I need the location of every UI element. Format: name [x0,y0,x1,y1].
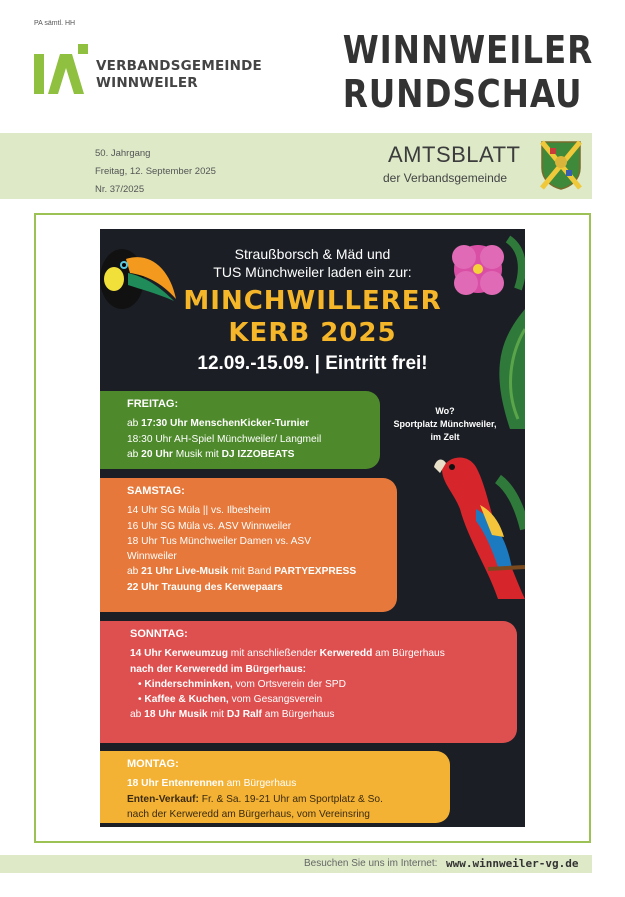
sunday-heading: SONNTAG: [130,628,188,640]
text: am Bürgerhaus [372,648,445,660]
poster-intro [100,245,525,281]
monday-line1 [127,776,436,791]
text-bold: Kerweredd [319,648,373,660]
location-line2: Sportplatz Münchweiler, [393,419,497,429]
text: vom Ortsverein der SPD [232,678,346,690]
kerb-poster [100,229,525,827]
issue-date: Freitag, 12. September 2025 [95,166,216,177]
footer-text: Besuchen Sie uns im Internet: [304,858,438,869]
saturday-line2: 16 Uhr SG Müla vs. ASV Winnweiler [127,520,292,532]
poster-title [100,285,525,349]
monday-line2 [127,792,436,807]
friday-heading: FREITAG: [127,398,179,410]
saturday-line3: 18 Uhr Tus Münchweiler Damen vs. ASV [127,535,312,547]
monday-line3: nach der Kerweredd am Bürgerhaus, vom Vereinsring [127,808,370,820]
sunday-line1 [130,646,503,661]
saturday-schedule [100,478,397,612]
text-bold: Enten-Verkauf: [127,793,199,805]
parrot-icon [428,449,525,599]
masthead-line1: WINNWEILER [342,28,593,72]
text-bold: 17:30 Uhr MenschenKicker-Turnier [141,418,310,430]
sunday-line5 [130,707,503,722]
saturday-line6 [127,580,383,595]
text: mit anschließender [227,648,320,660]
text: Musik mit [172,448,222,460]
text: ab [130,709,145,721]
monday-heading: MONTAG: [127,758,179,770]
issue-number: Nr. 37/2025 [95,184,145,195]
text-bold: Kinderschminken, [144,678,233,690]
friday-line1 [127,416,366,431]
text: mit Band [228,566,275,578]
verbandsgemeinde-logo-icon [34,44,90,94]
saturday-line1: 14 Uhr SG Müla || vs. Ilbesheim [127,505,271,517]
website-link[interactable]: www.winnweiler-vg.de [446,857,579,870]
poster-intro-line1: Straußborsch & Mäd und [234,246,391,262]
text: ab [127,418,142,430]
text-bold: 22 Uhr Trauung des Kerwepaars [127,581,283,593]
poster-dates: 12.09.-15.09. | Eintritt frei! [197,353,428,374]
org-name [96,58,262,92]
amtsblatt-subtitle: der Verbandsgemeinde [383,171,508,185]
monday-schedule [100,751,450,823]
friday-schedule [100,391,380,469]
poster-intro-line2: TUS Münchweiler laden ein zur: [213,264,412,280]
saturday-line4: Winnweiler [127,551,177,563]
location-line3: im Zelt [430,432,460,442]
text: am Bürgerhaus [261,709,335,721]
poster-title-line1: MINCHWILLERER [183,286,442,316]
list-item [138,677,503,692]
text: Fr. & Sa. 19-21 Uhr am Sportplatz & So. [198,793,383,805]
text-bold: DJ IZZOBEATS [221,448,295,460]
poster-title-line2: KERB 2025 [228,318,397,348]
saturday-line5 [127,564,383,579]
text-bold: DJ Ralf [226,709,262,721]
text: am Bürgerhaus [223,778,297,790]
text-bold: 21 Uhr Live-Musik [141,566,229,578]
text-bold: 18 Uhr Entenrennen [127,778,224,790]
masthead-title [343,28,593,116]
text: ab [127,448,142,460]
text-bold: 18 Uhr Musik [144,709,208,721]
masthead-line2: RUNDSCHAU [342,72,583,116]
text-bold: 20 Uhr [141,448,173,460]
text: ab [127,566,142,578]
sunday-schedule [100,621,517,743]
org-name-line1: VERBANDSGEMEINDE [96,58,262,74]
text-bold: Kaffee & Kuchen, [144,694,229,706]
saturday-heading: SAMSTAG: [127,485,185,497]
location-line1: Wo? [435,406,455,416]
issue-meta [95,145,216,199]
org-name-line2: WINNWEILER [96,75,198,91]
friday-line3 [127,447,366,462]
coat-of-arms-icon [540,140,582,190]
text-bold: 14 Uhr Kerweumzug [130,648,228,660]
amtsblatt-title: AMTSBLATT [388,142,521,167]
sunday-list [138,677,503,708]
volume: 50. Jahrgang [95,148,151,159]
sunday-line2 [130,662,503,677]
text: vom Gesangsverein [228,694,323,706]
text-bold: nach der Kerweredd im Bürgerhaus: [130,663,307,675]
pa-note: PA sämtl. HH [34,20,76,27]
location-info [390,405,500,444]
text: mit [207,709,227,721]
friday-line2: 18:30 Uhr AH-Spiel Münchweiler/ Langmeil [127,433,322,445]
text-bold: PARTYEXPRESS [274,566,357,578]
list-item [138,692,503,707]
